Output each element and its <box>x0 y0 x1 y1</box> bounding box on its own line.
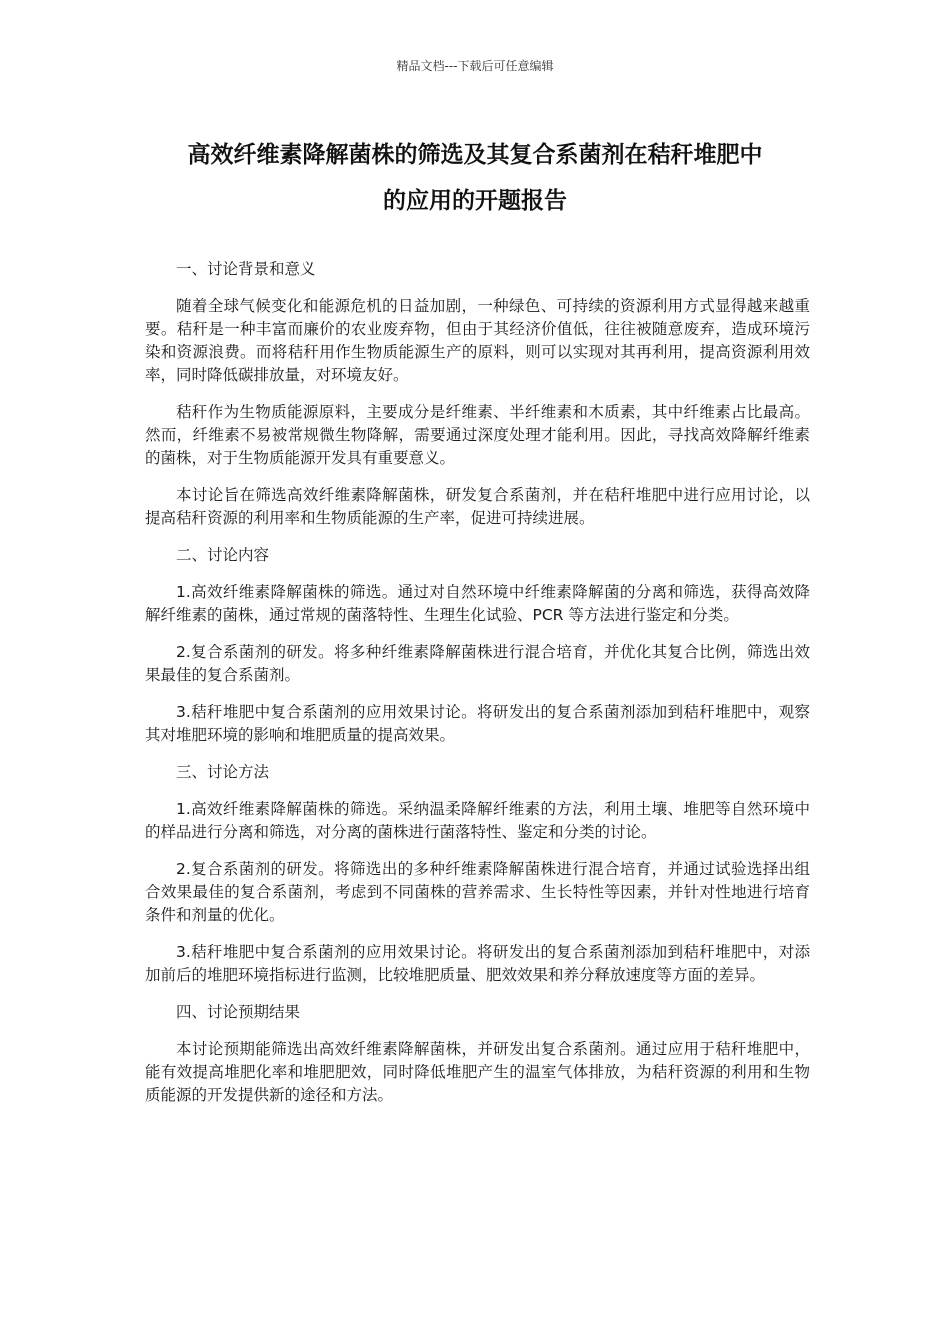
header-note: 精品文档---下载后可任意编辑 <box>396 59 554 73</box>
paragraph: 本讨论旨在筛选高效纤维素降解菌株，研发复合系菌剂，并在秸秆堆肥中进行应用讨论，以提高秸秆资源的利用率和生物质能源的生产率，促进可持续进展。 <box>145 486 810 527</box>
paragraph: 2.复合系菌剂的研发。将筛选出的多种纤维素降解菌株进行混合培育，并通过试验选择出组合效果最佳的复合系菌剂，考虑到不同菌株的营养需求、生长特性等因素，并针对性地进行培育条件和剂量的优化。 <box>145 860 810 924</box>
section-heading-methods: 三、讨论方法 <box>176 763 270 781</box>
document-title <box>145 132 805 224</box>
section-heading-expected-results: 四、讨论预期结果 <box>176 1003 301 1021</box>
document-body <box>145 258 810 1121</box>
title-line-2: 的应用的开题报告 <box>383 188 567 214</box>
section-heading-background: 一、讨论背景和意义 <box>176 260 316 278</box>
paragraph: 3.秸秆堆肥中复合系菌剂的应用效果讨论。将研发出的复合系菌剂添加到秸秆堆肥中，观察其对堆肥环境的影响和堆肥质量的提高效果。 <box>145 703 810 744</box>
paragraph: 1.高效纤维素降解菌株的筛选。采纳温柔降解纤维素的方法，利用土壤、堆肥等自然环境中的样品进行分离和筛选，对分离的菌株进行菌落特性、鉴定和分类的讨论。 <box>145 800 810 841</box>
paragraph: 秸秆作为生物质能源原料，主要成分是纤维素、半纤维素和木质素，其中纤维素占比最高。然而，纤维素不易被常规微生物降解，需要通过深度处理才能利用。因此，寻找高效降解纤维素的菌株，对于生物质能源开发具有重要意义。 <box>145 403 810 467</box>
title-line-1: 高效纤维素降解菌株的筛选及其复合系菌剂在秸秆堆肥中 <box>187 142 763 168</box>
paragraph: 随着全球气候变化和能源危机的日益加剧，一种绿色、可持续的资源利用方式显得越来越重要。秸秆是一种丰富而廉价的农业废弃物，但由于其经济价值低，往往被随意废弃，造成环境污染和资源浪费。而将秸秆用作生物质能源生产的原料，则可以实现对其再利用，提高资源利用效率，同时降低碳排放量，对环境友好。 <box>145 297 810 384</box>
section-heading-content: 二、讨论内容 <box>176 546 270 564</box>
paragraph: 3.秸秆堆肥中复合系菌剂的应用效果讨论。将研发出的复合系菌剂添加到秸秆堆肥中，对添加前后的堆肥环境指标进行监测，比较堆肥质量、肥效效果和养分释放速度等方面的差异。 <box>145 943 810 984</box>
paragraph: 本讨论预期能筛选出高效纤维素降解菌株，并研发出复合系菌剂。通过应用于秸秆堆肥中，能有效提高堆肥化率和堆肥肥效，同时降低堆肥产生的温室气体排放，为秸秆资源的利用和生物质能源的开发提供新的途径和方法。 <box>145 1040 810 1104</box>
paragraph: 2.复合系菌剂的研发。将多种纤维素降解菌株进行混合培育，并优化其复合比例，筛选出效果最佳的复合系菌剂。 <box>145 643 810 684</box>
paragraph: 1.高效纤维素降解菌株的筛选。通过对自然环境中纤维素降解菌的分离和筛选，获得高效降解纤维素的菌株，通过常规的菌落特性、生理生化试验、PCR 等方法进行鉴定和分类。 <box>145 583 810 624</box>
